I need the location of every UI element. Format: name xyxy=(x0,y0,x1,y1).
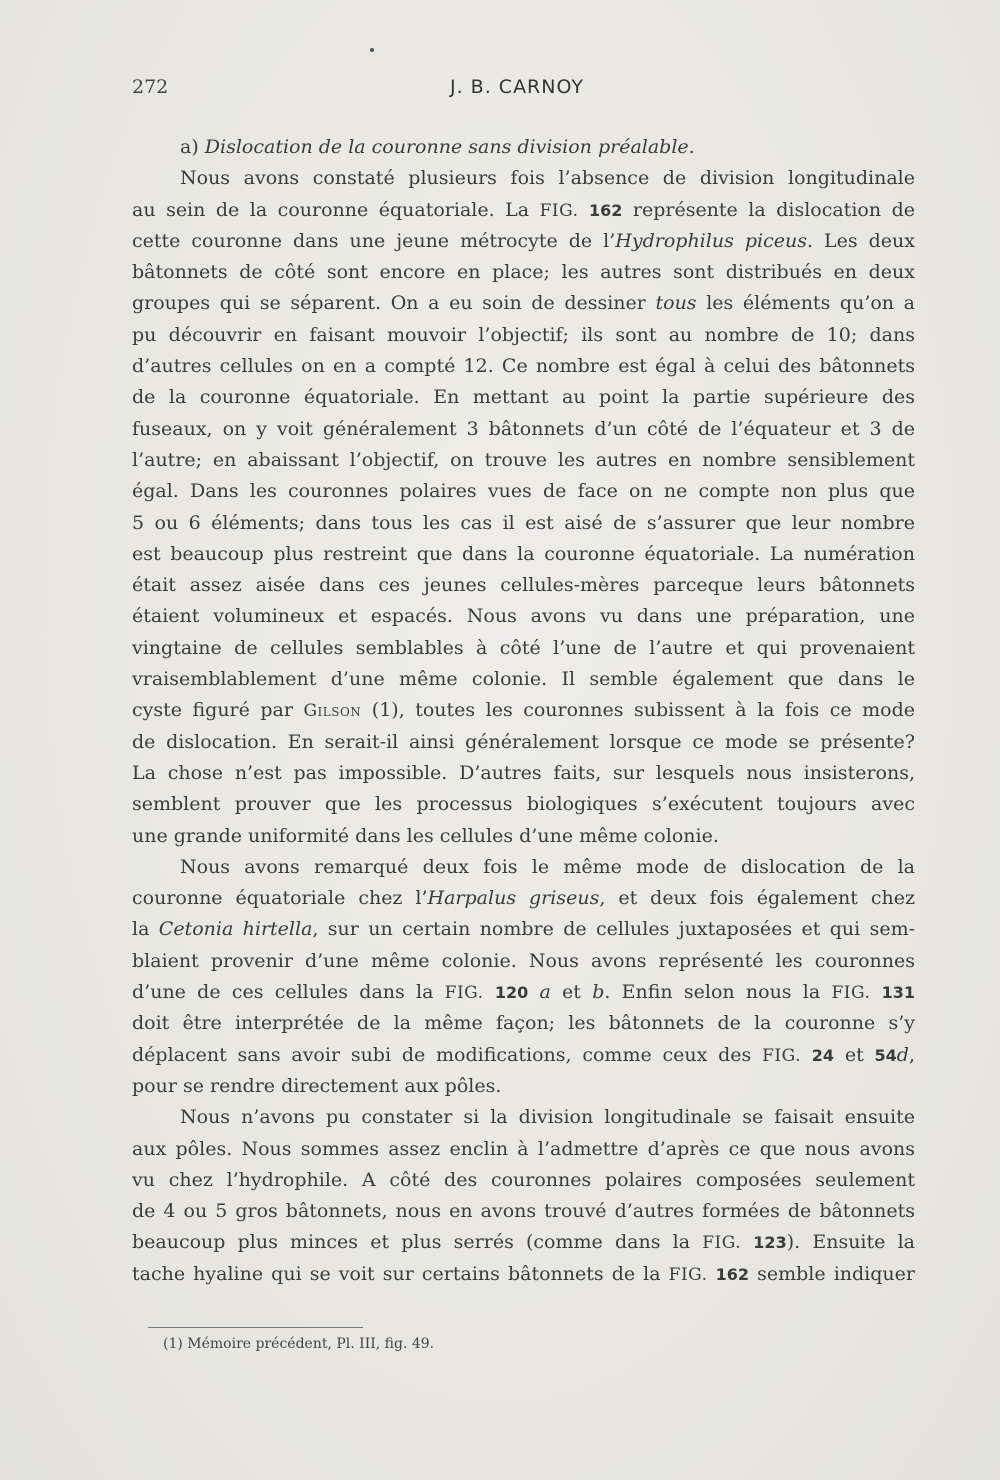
body-text xyxy=(132,132,915,1290)
text-line: fuseaux, on y voit généralement 3 bâtonnets d’un côté de l’équateur et 3 de xyxy=(132,417,915,440)
text-line: est beaucoup plus restreint que dans la couronne équatoriale. La numération xyxy=(132,542,915,565)
text-line: Nous n’avons pu constater si la division longitudinale se faisait ensuite xyxy=(180,1106,915,1129)
subheading-marker: a) xyxy=(180,136,199,158)
text-line: pu découvrir en faisant mouvoir l’objectif; ils sont au nombre de 10; dans xyxy=(132,323,915,346)
text-line: de 4 ou 5 gros bâtonnets, nous en avons trouvé d’autres formées de bâtonnets xyxy=(132,1200,915,1223)
figure-ref: FIG. xyxy=(539,200,579,221)
text-line: beaucoup plus minces et plus serrés (comme dans la FIG. 123). Ensuite la xyxy=(132,1231,915,1254)
ink-speck xyxy=(370,48,374,52)
text-line: de la couronne équatoriale. En mettant au point la partie supérieure des xyxy=(132,386,915,409)
figure-ref: FIG. xyxy=(831,983,871,1004)
figure-number: 131 xyxy=(881,983,916,1003)
text-line: l’autre; en abaissant l’objectif, on trouve les autres en nombre sensiblement xyxy=(132,448,915,471)
subheading-title: Dislocation de la couronne sans division préalable. xyxy=(204,136,695,158)
text-line: d’autres cellules on en a compté 12. Ce nombre est égal à celui des bâtonnets xyxy=(132,355,915,378)
text-line: était assez aisée dans ces jeunes cellules-mères parceque leurs bâtonnets xyxy=(132,574,915,597)
text-line: la Cetonia hirtella, sur un certain nombre de cellules juxtaposées et qui sem- xyxy=(132,918,916,941)
figure-number: 123 xyxy=(753,1233,787,1253)
text-line: cette couronne dans une jeune métrocyte de l’Hydrophilus piceus. Les deux xyxy=(132,229,915,252)
page-number: 272 xyxy=(132,76,169,98)
text-line: de dislocation. En serait-il ainsi généralement lorsque ce mode se présente? xyxy=(132,730,915,753)
text-line: égal. Dans les couronnes polaires vues de face on ne compte non plus que xyxy=(132,480,915,503)
figure-ref: FIG. xyxy=(762,1045,801,1066)
text-line: vraisemblablement d’une même colonie. Il semble également que dans le xyxy=(132,668,915,691)
text-line: tache hyaline qui se voit sur certains bâtonnets de la FIG. 162 semble indiquer xyxy=(132,1262,915,1285)
author-name: Gilson xyxy=(303,701,362,722)
text-line: cyste figuré par Gilson (1), toutes les couronnes subissent à la fois ce mode xyxy=(132,699,916,722)
text-line: couronne équatoriale chez l’Harpalus griseus, et deux fois également chez xyxy=(132,887,915,910)
text-line: doit être interprétée de la même façon; les bâtonnets de la couronne s’y xyxy=(132,1012,915,1035)
figure-number: 54 xyxy=(874,1045,897,1065)
figure-number: 162 xyxy=(588,200,623,220)
text-line: d’une de ces cellules dans la FIG. 120 a et b. Enfin selon nous la FIG. 131 xyxy=(132,981,916,1004)
text-line: pour se rendre directement aux pôles. xyxy=(132,1074,502,1097)
text-line: semblent prouver que les processus biologiques s’exécutent toujours avec xyxy=(132,793,915,816)
running-head: J. B. CARNOY xyxy=(450,76,584,98)
species-name: Hydrophilus piceus xyxy=(615,229,807,252)
text-line: vingtaine de cellules semblables à côté l’une de l’autre et qui provenaient xyxy=(132,636,915,659)
footnote-divider xyxy=(148,1327,363,1328)
subheading xyxy=(132,132,915,163)
page-header xyxy=(132,76,915,102)
text-line: une grande uniformité dans les cellules d’une même colonie. xyxy=(132,824,719,847)
text-line: Nous avons constaté plusieurs fois l’absence de division longitudinale xyxy=(180,167,915,190)
text-line: bâtonnets de côté sont encore en place; les autres sont distribués en deux xyxy=(132,261,915,284)
text-line: groupes qui se séparent. On a eu soin de dessiner tous les éléments qu’on a xyxy=(132,292,915,315)
text-line: Nous avons remarqué deux fois le même mode de dislocation de la xyxy=(180,855,915,878)
text-line: blaient provenir d’une même colonie. Nous avons représenté les couronnes xyxy=(132,949,915,972)
species-name: Cetonia hirtella xyxy=(158,918,313,941)
text-line: 5 ou 6 éléments; dans tous les cas il est aisé de s’assurer que leur nombre xyxy=(132,511,915,534)
text-line: aux pôles. Nous sommes assez enclin à l’admettre d’après ce que nous avons xyxy=(132,1137,915,1160)
species-name: Harpalus griseus xyxy=(427,887,600,910)
figure-number: 162 xyxy=(715,1264,750,1284)
text-line: La chose n’est pas impossible. D’autres faits, sur lesquels nous insisterons, xyxy=(132,761,915,784)
text-line: vu chez l’hydrophile. A côté des couronnes polaires composées seulement xyxy=(132,1168,915,1191)
text-line: déplacent sans avoir subi de modifications, comme ceux des FIG. 24 et 54d, xyxy=(132,1043,915,1066)
text-line: étaient volumineux et espacés. Nous avons vu dans une préparation, une xyxy=(132,605,915,628)
figure-ref: FIG. xyxy=(444,983,484,1004)
figure-ref: FIG. xyxy=(668,1264,708,1285)
figure-ref: FIG. xyxy=(702,1233,742,1254)
footnote: (1) Mémoire précédent, Pl. III, fig. 49. xyxy=(163,1336,435,1352)
text-line: au sein de la couronne équatoriale. La FIG. 162 représente la dislocation de xyxy=(132,198,915,221)
figure-number: 24 xyxy=(811,1045,835,1065)
figure-number: 120 xyxy=(494,983,529,1003)
